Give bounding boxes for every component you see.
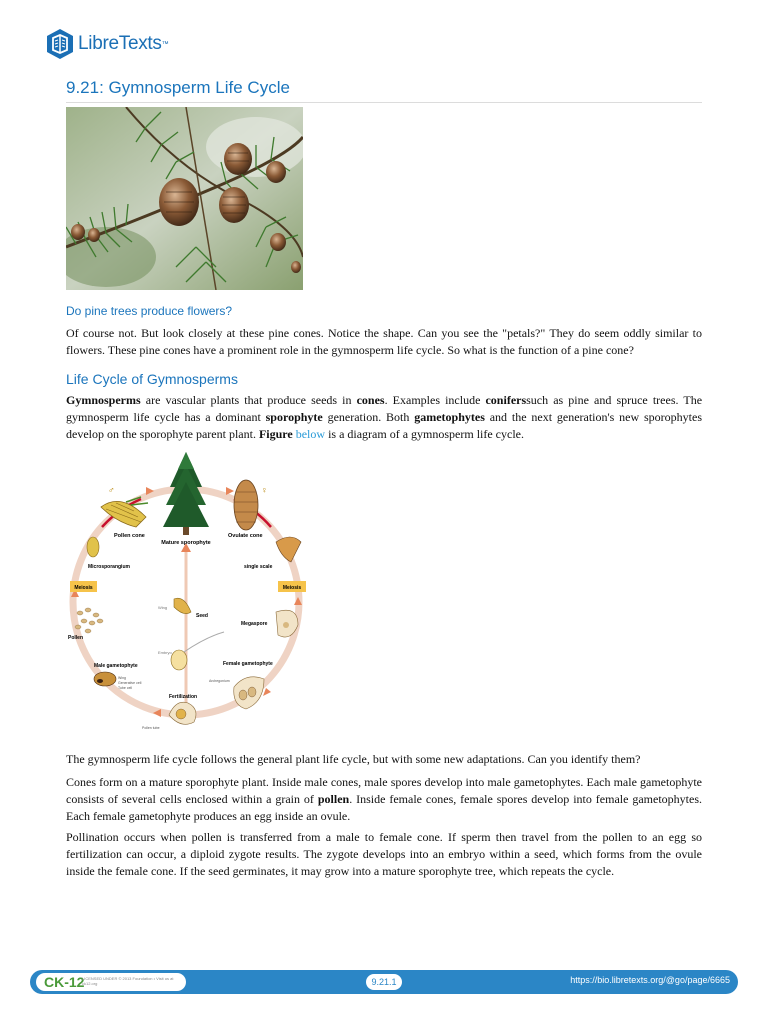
label-meiosis-left: Meiosis — [74, 585, 93, 591]
label-archegonium: Archegonium — [209, 679, 230, 683]
text-segment: is a diagram of a gymnosperm life cycle. — [325, 427, 524, 441]
label-single-scale: single scale — [244, 564, 273, 570]
label-megaspore: Megaspore — [241, 621, 268, 627]
text-segment: Cones form on a mature sporophyte plant. Inside male cones, male spores develop into male gametophytes. Each male gametophyte consists of several cells enclosed within a grain of — [66, 775, 702, 806]
license-text: LICENSED UNDER © 2013 Foundation • Visit us at ck12.org — [82, 976, 174, 986]
text-segment: generation. Both — [322, 410, 415, 424]
term-gametophytes: gametophytes — [414, 410, 485, 424]
page-title: 9.21: Gymnosperm Life Cycle — [66, 78, 702, 103]
term-sporophyte: sporophyte — [265, 410, 323, 424]
label-pollen-cone: Pollen cone — [114, 533, 145, 539]
term-gymnosperms: Gymnosperms — [66, 393, 141, 407]
text-segment: . Inside female cones, female spores develop into female gametophytes. Each female gametophyte produces an egg inside an ovule. — [66, 792, 702, 823]
term-figure: Figure — [258, 427, 293, 441]
libretexts-logo-icon — [46, 28, 74, 60]
embryo-icon — [171, 650, 187, 670]
text-segment: . Examples include — [384, 393, 486, 407]
label-fertilization: Fertilization — [169, 694, 198, 700]
label-seed: Seed — [196, 613, 208, 619]
ck12-license-badge[interactable] — [36, 973, 186, 991]
label-mature: Mature sporophyte — [161, 540, 211, 546]
page-url[interactable]: https://bio.libretexts.org/@go/page/6665 — [570, 975, 730, 985]
cones-paragraph — [66, 774, 702, 825]
label-wing2: Wing — [118, 676, 126, 680]
label-tube-cell: Tube cell — [118, 686, 133, 690]
trademark-symbol: ™ — [161, 40, 169, 48]
section-heading: Life Cycle of Gymnosperms — [66, 371, 238, 387]
label-meiosis-right: Meiosis — [282, 585, 302, 591]
male-symbol: ♂ — [108, 485, 115, 495]
text-segment: such as pine and spruce trees. The gymnosperm life cycle has a dominant — [66, 393, 703, 424]
text-segment: are vascular plants that produce seeds in — [140, 393, 357, 407]
adaptations-paragraph: The gymnosperm life cycle follows the general plant life cycle, but with some new adaptations. Can you identify them? — [66, 752, 641, 766]
label-female-gametophyte: Female gametophyte — [223, 661, 273, 667]
intro-paragraph: Of course not. But look closely at these pine cones. Notice the shape. Can you see the "petals?" They do seem oddly similar to flowers. These pine cones have a prominent role in the gymnosperm life cycle. So what is the function of a pine cone? — [66, 326, 702, 357]
label-generative-cell: Generative cell — [118, 681, 142, 685]
term-pollen: pollen — [317, 792, 350, 806]
figure-below-link[interactable]: below — [295, 427, 326, 441]
intro-question: Do pine trees produce flowers? — [66, 304, 233, 318]
term-cones: cones — [356, 393, 385, 407]
label-male-gametophyte: Male gametophyte — [94, 663, 138, 669]
microsporangium-icon — [87, 537, 99, 557]
label-ovulate-cone: Ovulate cone — [228, 533, 263, 539]
ck12-logo: CK-12 — [44, 974, 85, 990]
pollination-paragraph: Pollination occurs when pollen is transferred from a male to female cone. If sperm then travel from the pollen to an egg so fertilization can occur, a diploid zygote results. The zygote develops into an embryo within a seed, which forms from the ovule inside the female cone. If the seed germinates, it may grow into a mature sporophyte tree, which repeats the cycle. — [66, 830, 702, 878]
gymnosperm-life-cycle-diagram — [66, 447, 316, 732]
label-microsporangium: Microsporangium — [88, 564, 130, 570]
libretexts-logo[interactable] — [46, 27, 169, 61]
male-gametophyte-icon — [94, 672, 116, 686]
label-pollen-tube: Pollen tube — [142, 726, 160, 730]
label-wing: Wing — [158, 605, 168, 610]
label-pollen: Pollen — [68, 635, 84, 641]
gymnosperm-paragraph — [66, 392, 702, 443]
libretexts-wordmark: LibreTexts — [78, 33, 162, 54]
label-embryo: Embryo — [158, 650, 172, 655]
term-conifers: conifers — [485, 393, 527, 407]
seed-icon — [174, 598, 191, 613]
page-number: 9.21.1 — [366, 974, 402, 990]
single-scale-icon — [276, 537, 301, 562]
pine-cones-photo — [66, 107, 303, 290]
female-symbol: ♀ — [261, 485, 268, 495]
ovulate-cone-icon — [234, 480, 258, 530]
page-footer — [30, 970, 738, 994]
text-segment: and the next generation's new sporophytes develop on the sporophyte parent plant. — [66, 410, 702, 441]
